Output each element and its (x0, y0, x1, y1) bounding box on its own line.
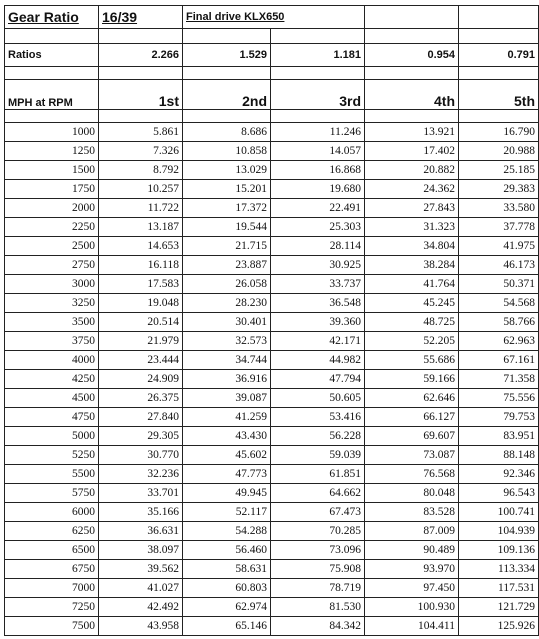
table-row (5, 256, 539, 275)
empty-cell (5, 67, 99, 80)
mph-cell-2nd: 54.288 (183, 522, 271, 541)
mph-cell-5th: 125.926 (459, 617, 539, 636)
gear-4th-header: 4th (365, 80, 459, 110)
empty-cell (271, 29, 365, 44)
mph-cell-1st: 13.187 (99, 218, 183, 237)
mph-cell-3rd: 39.360 (271, 313, 365, 332)
rpm-cell: 7000 (5, 579, 99, 598)
mph-cell-4th: 73.087 (365, 446, 459, 465)
mph-cell-1st: 23.444 (99, 351, 183, 370)
table-row (5, 275, 539, 294)
mph-cell-5th: 104.939 (459, 522, 539, 541)
mph-cell-2nd: 62.974 (183, 598, 271, 617)
mph-cell-4th: 100.930 (365, 598, 459, 617)
table-row (5, 541, 539, 560)
rpm-cell: 1750 (5, 180, 99, 199)
mph-cell-2nd: 39.087 (183, 389, 271, 408)
mph-cell-4th: 38.284 (365, 256, 459, 275)
mph-cell-4th: 104.411 (365, 617, 459, 636)
mph-cell-2nd: 15.201 (183, 180, 271, 199)
mph-cell-2nd: 30.401 (183, 313, 271, 332)
spacer-row (5, 110, 539, 123)
mph-cell-5th: 79.753 (459, 408, 539, 427)
mph-cell-1st: 38.097 (99, 541, 183, 560)
mph-cell-4th: 24.362 (365, 180, 459, 199)
table-row (5, 389, 539, 408)
mph-cell-2nd: 58.631 (183, 560, 271, 579)
mph-cell-1st: 41.027 (99, 579, 183, 598)
mph-cell-4th: 45.245 (365, 294, 459, 313)
empty-cell (183, 29, 271, 44)
mph-cell-3rd: 11.246 (271, 123, 365, 142)
mph-cell-2nd: 34.744 (183, 351, 271, 370)
mph-cell-2nd: 60.803 (183, 579, 271, 598)
mph-cell-5th: 62.963 (459, 332, 539, 351)
mph-cell-5th: 16.790 (459, 123, 539, 142)
empty-cell (99, 29, 183, 44)
mph-cell-4th: 48.725 (365, 313, 459, 332)
mph-cell-3rd: 30.925 (271, 256, 365, 275)
mph-cell-4th: 17.402 (365, 142, 459, 161)
mph-cell-1st: 24.909 (99, 370, 183, 389)
mph-cell-5th: 121.729 (459, 598, 539, 617)
rpm-cell: 6500 (5, 541, 99, 560)
gear-ratio-spreadsheet (4, 5, 539, 636)
mph-cell-1st: 35.166 (99, 503, 183, 522)
empty-cell (271, 110, 365, 123)
mph-cell-2nd: 36.916 (183, 370, 271, 389)
mph-cell-2nd: 49.945 (183, 484, 271, 503)
empty-cell (459, 67, 539, 80)
mph-cell-4th: 87.009 (365, 522, 459, 541)
mph-cell-5th: 37.778 (459, 218, 539, 237)
ratios-row (5, 44, 539, 67)
mph-cell-4th: 90.489 (365, 541, 459, 560)
mph-cell-5th: 29.383 (459, 180, 539, 199)
table-row (5, 199, 539, 218)
rpm-cell: 3500 (5, 313, 99, 332)
gear-header-row (5, 80, 539, 110)
mph-cell-3rd: 28.114 (271, 237, 365, 256)
table-row (5, 579, 539, 598)
mph-cell-5th: 58.766 (459, 313, 539, 332)
empty-cell (5, 110, 99, 123)
rpm-cell: 1250 (5, 142, 99, 161)
mph-cell-3rd: 64.662 (271, 484, 365, 503)
mph-cell-4th: 62.646 (365, 389, 459, 408)
empty-cell (5, 29, 99, 44)
mph-cell-5th: 88.148 (459, 446, 539, 465)
mph-cell-5th: 41.975 (459, 237, 539, 256)
empty-cell (99, 110, 183, 123)
mph-cell-4th: 41.764 (365, 275, 459, 294)
mph-cell-3rd: 47.794 (271, 370, 365, 389)
mph-cell-1st: 32.236 (99, 465, 183, 484)
ratio-3rd: 1.181 (271, 44, 365, 67)
mph-cell-5th: 50.371 (459, 275, 539, 294)
mph-cell-3rd: 14.057 (271, 142, 365, 161)
ratios-label: Ratios (5, 44, 99, 67)
mph-cell-5th: 33.580 (459, 199, 539, 218)
spacer-row (5, 67, 539, 80)
rpm-cell: 6000 (5, 503, 99, 522)
table-row (5, 123, 539, 142)
mph-cell-5th: 25.185 (459, 161, 539, 180)
mph-cell-5th: 113.334 (459, 560, 539, 579)
final-drive-label: Final drive KLX650 (183, 6, 365, 29)
empty-cell (459, 110, 539, 123)
gear-1st-header: 1st (99, 80, 183, 110)
mph-cell-3rd: 59.039 (271, 446, 365, 465)
mph-cell-3rd: 19.680 (271, 180, 365, 199)
mph-cell-4th: 55.686 (365, 351, 459, 370)
mph-cell-1st: 16.118 (99, 256, 183, 275)
rpm-cell: 3000 (5, 275, 99, 294)
empty-cell (365, 110, 459, 123)
gear-5th-header: 5th (459, 80, 539, 110)
mph-cell-2nd: 8.686 (183, 123, 271, 142)
empty-cell (365, 6, 459, 29)
mph-cell-5th: 100.741 (459, 503, 539, 522)
rpm-cell: 4750 (5, 408, 99, 427)
mph-cell-5th: 117.531 (459, 579, 539, 598)
table-row (5, 598, 539, 617)
mph-cell-3rd: 53.416 (271, 408, 365, 427)
mph-cell-2nd: 43.430 (183, 427, 271, 446)
empty-cell (271, 67, 365, 80)
rpm-cell: 5250 (5, 446, 99, 465)
mph-cell-2nd: 10.858 (183, 142, 271, 161)
mph-cell-3rd: 25.303 (271, 218, 365, 237)
table-row (5, 332, 539, 351)
mph-cell-1st: 7.326 (99, 142, 183, 161)
mph-cell-1st: 39.562 (99, 560, 183, 579)
rpm-cell: 5500 (5, 465, 99, 484)
table-row (5, 408, 539, 427)
mph-cell-3rd: 61.851 (271, 465, 365, 484)
mph-cell-1st: 10.257 (99, 180, 183, 199)
empty-cell (459, 6, 539, 29)
mph-at-rpm-label: MPH at RPM (5, 80, 99, 110)
mph-cell-4th: 66.127 (365, 408, 459, 427)
mph-cell-2nd: 65.146 (183, 617, 271, 636)
mph-cell-3rd: 67.473 (271, 503, 365, 522)
mph-cell-3rd: 42.171 (271, 332, 365, 351)
mph-cell-5th: 96.543 (459, 484, 539, 503)
table-row (5, 484, 539, 503)
mph-cell-3rd: 78.719 (271, 579, 365, 598)
mph-cell-2nd: 23.887 (183, 256, 271, 275)
mph-cell-4th: 20.882 (365, 161, 459, 180)
rpm-cell: 4500 (5, 389, 99, 408)
mph-cell-4th: 27.843 (365, 199, 459, 218)
rpm-cell: 1500 (5, 161, 99, 180)
ratio-4th: 0.954 (365, 44, 459, 67)
rpm-cell: 3250 (5, 294, 99, 313)
mph-cell-5th: 92.346 (459, 465, 539, 484)
mph-cell-2nd: 32.573 (183, 332, 271, 351)
table-row (5, 294, 539, 313)
mph-cell-2nd: 45.602 (183, 446, 271, 465)
rpm-cell: 2750 (5, 256, 99, 275)
mph-cell-4th: 52.205 (365, 332, 459, 351)
rpm-cell: 5000 (5, 427, 99, 446)
mph-cell-1st: 14.653 (99, 237, 183, 256)
mph-cell-1st: 33.701 (99, 484, 183, 503)
mph-cell-4th: 93.970 (365, 560, 459, 579)
mph-cell-1st: 11.722 (99, 199, 183, 218)
table-row (5, 313, 539, 332)
mph-cell-5th: 109.136 (459, 541, 539, 560)
mph-cell-4th: 13.921 (365, 123, 459, 142)
mph-cell-3rd: 50.605 (271, 389, 365, 408)
mph-cell-2nd: 28.230 (183, 294, 271, 313)
mph-cell-4th: 34.804 (365, 237, 459, 256)
table-row (5, 560, 539, 579)
mph-cell-5th: 67.161 (459, 351, 539, 370)
rpm-cell: 7250 (5, 598, 99, 617)
gear-3rd-header: 3rd (271, 80, 365, 110)
mph-cell-1st: 43.958 (99, 617, 183, 636)
rpm-cell: 6750 (5, 560, 99, 579)
rpm-cell: 2000 (5, 199, 99, 218)
table-row (5, 427, 539, 446)
mph-cell-1st: 36.631 (99, 522, 183, 541)
mph-cell-1st: 26.375 (99, 389, 183, 408)
mph-cell-5th: 54.568 (459, 294, 539, 313)
mph-cell-3rd: 75.908 (271, 560, 365, 579)
mph-cell-3rd: 22.491 (271, 199, 365, 218)
table-row (5, 522, 539, 541)
empty-cell (365, 29, 459, 44)
ratio-1st: 2.266 (99, 44, 183, 67)
mph-cell-3rd: 16.868 (271, 161, 365, 180)
spreadsheet-body (5, 6, 539, 636)
mph-cell-3rd: 84.342 (271, 617, 365, 636)
mph-cell-2nd: 19.544 (183, 218, 271, 237)
mph-cell-1st: 17.583 (99, 275, 183, 294)
spacer-row (5, 29, 539, 44)
table-row (5, 370, 539, 389)
gear-2nd-header: 2nd (183, 80, 271, 110)
mph-cell-2nd: 26.058 (183, 275, 271, 294)
rpm-cell: 4250 (5, 370, 99, 389)
table-row (5, 180, 539, 199)
empty-cell (459, 29, 539, 44)
mph-cell-5th: 83.951 (459, 427, 539, 446)
mph-cell-3rd: 33.737 (271, 275, 365, 294)
empty-cell (365, 67, 459, 80)
mph-cell-4th: 97.450 (365, 579, 459, 598)
mph-cell-5th: 75.556 (459, 389, 539, 408)
table-row (5, 446, 539, 465)
mph-cell-3rd: 70.285 (271, 522, 365, 541)
mph-cell-1st: 27.840 (99, 408, 183, 427)
mph-cell-1st: 21.979 (99, 332, 183, 351)
mph-cell-1st: 8.792 (99, 161, 183, 180)
ratio-2nd: 1.529 (183, 44, 271, 67)
mph-cell-3rd: 73.096 (271, 541, 365, 560)
ratio-5th: 0.791 (459, 44, 539, 67)
mph-cell-1st: 30.770 (99, 446, 183, 465)
mph-cell-1st: 20.514 (99, 313, 183, 332)
rpm-cell: 3750 (5, 332, 99, 351)
mph-cell-2nd: 52.117 (183, 503, 271, 522)
mph-cell-1st: 29.305 (99, 427, 183, 446)
table-row (5, 218, 539, 237)
mph-cell-2nd: 56.460 (183, 541, 271, 560)
mph-cell-1st: 5.861 (99, 123, 183, 142)
rpm-cell: 1000 (5, 123, 99, 142)
mph-cell-4th: 31.323 (365, 218, 459, 237)
table-row (5, 237, 539, 256)
rpm-cell: 5750 (5, 484, 99, 503)
mph-cell-3rd: 44.982 (271, 351, 365, 370)
table-row (5, 142, 539, 161)
mph-cell-4th: 69.607 (365, 427, 459, 446)
mph-cell-2nd: 47.773 (183, 465, 271, 484)
mph-cell-5th: 46.173 (459, 256, 539, 275)
mph-cell-2nd: 41.259 (183, 408, 271, 427)
mph-cell-4th: 59.166 (365, 370, 459, 389)
mph-cell-2nd: 21.715 (183, 237, 271, 256)
title-row (5, 6, 539, 29)
mph-cell-1st: 19.048 (99, 294, 183, 313)
mph-cell-4th: 80.048 (365, 484, 459, 503)
mph-cell-2nd: 13.029 (183, 161, 271, 180)
rpm-cell: 7500 (5, 617, 99, 636)
rpm-cell: 2500 (5, 237, 99, 256)
mph-cell-5th: 71.358 (459, 370, 539, 389)
mph-cell-3rd: 56.228 (271, 427, 365, 446)
mph-cell-3rd: 81.530 (271, 598, 365, 617)
table-row (5, 503, 539, 522)
gear-ratio-value: 16/39 (99, 6, 183, 29)
empty-cell (183, 67, 271, 80)
table-row (5, 465, 539, 484)
gear-ratio-label: Gear Ratio (5, 6, 99, 29)
mph-cell-1st: 42.492 (99, 598, 183, 617)
table-row (5, 617, 539, 636)
rpm-cell: 6250 (5, 522, 99, 541)
rpm-cell: 2250 (5, 218, 99, 237)
mph-cell-3rd: 36.548 (271, 294, 365, 313)
table-row (5, 161, 539, 180)
rpm-cell: 4000 (5, 351, 99, 370)
mph-cell-5th: 20.988 (459, 142, 539, 161)
mph-cell-4th: 76.568 (365, 465, 459, 484)
table-row (5, 351, 539, 370)
mph-cell-2nd: 17.372 (183, 199, 271, 218)
empty-cell (183, 110, 271, 123)
mph-cell-4th: 83.528 (365, 503, 459, 522)
empty-cell (99, 67, 183, 80)
